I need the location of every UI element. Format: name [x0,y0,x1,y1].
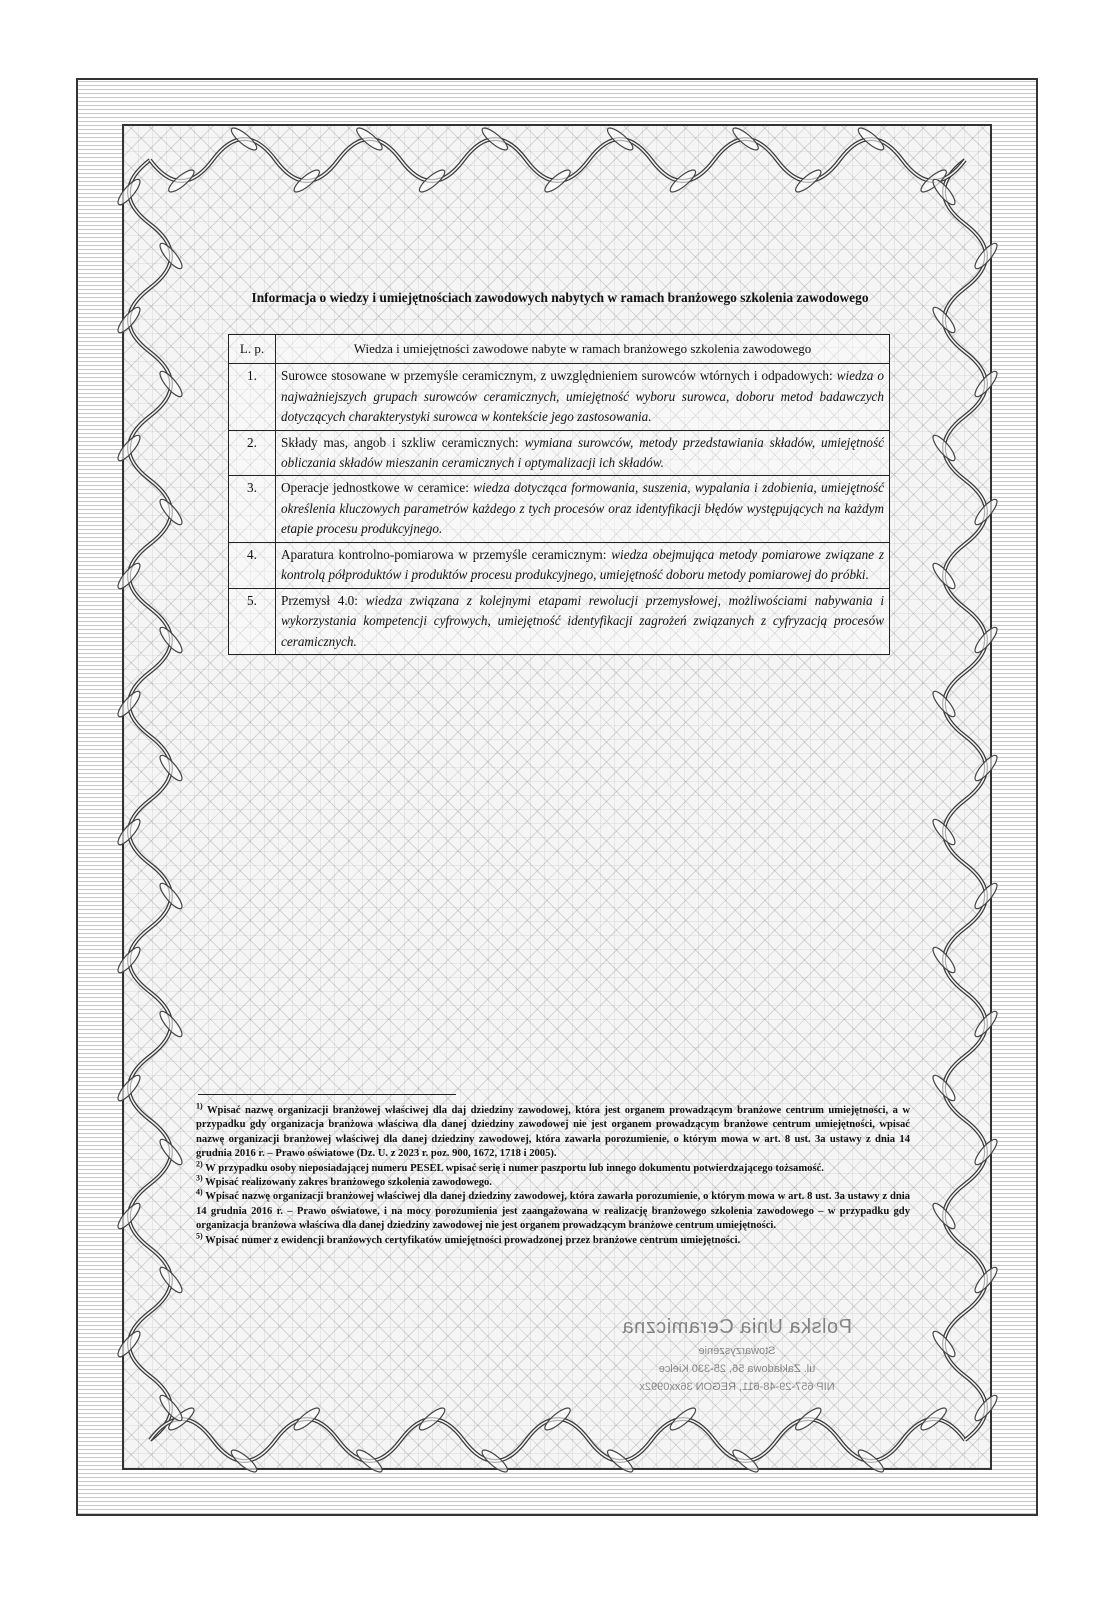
table-row [229,588,890,654]
table-row [229,542,890,588]
skills-table [228,334,890,655]
inner-guilloche-panel [122,124,992,1470]
row-detail: wiedza o najważniejszych grupach surowców ceramicznych, umiejętność wyboru surowca, doboru metod badawczych dotyczących charakterystyki surowca w kontekście jego zastosowania. [281,368,885,425]
row-number: 2. [229,430,276,476]
row-detail: wiedza dotycząca formowania, suszenia, wypalania i zdobienia, umiejętność określenia kluczowych parametrów każdego z tych procesów oraz identyfikacji błędów występujących na każdym etapie procesu produkcyjnego. [281,480,885,537]
row-number: 3. [229,476,276,542]
row-description [276,430,890,476]
row-lead: Przemysł 4.0: [281,592,358,608]
footnote-mark: 1) [196,1101,203,1111]
footnote-separator [198,1094,456,1095]
stamp-line: ul. Zakładowa 56, 25-330 Kielce [658,1363,816,1375]
footnote [196,1173,910,1190]
row-lead: Operacje jednostkowe w ceramice: [281,480,469,496]
row-lead: Surowce stosowane w przemyśle ceramicznym, z uwzględnieniem surowców wtórnych i odpadowych: [281,368,833,384]
row-description [276,476,890,542]
row-detail: wiedza związana z kolejnymi etapami rewolucji przemysłowej, możliwościami nabywania i wykorzystania kompetencji cyfrowych, umiejętność identyfikacji zagrożeń związanych z cyfryzacją procesów ceramicznych. [281,592,884,649]
document-title: Informacja o wiedzy i umiejętnościach zawodowych nabytych w ramach branżowego szkolenia zawodowego [251,290,869,305]
footnotes [196,1101,910,1248]
footnote [196,1159,910,1176]
row-description [276,588,890,654]
stamp-name: Polska Unia Ceramiczna [622,1316,852,1338]
footnote-mark: 3) [196,1173,203,1183]
header-description: Wiedza i umiejętności zawodowe nabyte w ramach branżowego szkolenia zawodowego [276,335,890,364]
footnote-text: Wpisać realizowany zakres branżowego szkolenia zawodowego. [205,1177,492,1189]
footnote [196,1187,910,1233]
row-lead: Aparatura kontrolno-pomiarowa w przemyśle ceramicznym: [281,546,607,562]
row-detail: wymiana surowców, metody przedstawiania składów, umiejętność obliczania składów mieszanin ceramicznych i optymalizacji ich składów. [281,434,885,470]
footnote-mark: 2) [196,1159,203,1169]
footnote-text: Wpisać nazwę organizacji branżowej właściwej dla daj dziedziny zawodowej, która jest organem prowadzącym branżowe centrum umiejętności, a w przypadku gdy organizacja branżowa właściwa dla danej dziedziny zawodowej nie jest organem prowadzącym branżowe centrum umiejętności, wpisać nazwę organizacji branżowej właściwej dla danej dziedziny zawodowej, która zawarła porozumienie, o którym mowa w art. 8 ust. 3a ustawy z dnia 14 grudnia 2016 r. – Prawo oświatowe (Dz. U. z 2023 r. poz. 900, 1672, 1718 i 2005). [196,1105,910,1160]
footnote [196,1101,910,1162]
header-lp: L. p. [229,335,276,364]
footnote-mark: 5) [196,1231,203,1241]
table-row [229,476,890,542]
show-through-stamp [602,1316,872,1436]
footnote-text: Wpisać nazwę organizacji branżowej właściwej dla danej dziedziny zawodowej, która zawarła porozumienie, o którym mowa w art. 8 ust. 3a ustawy z dnia 14 grudnia 2016 r. – Prawo oświatowe, i na mocy porozumienia jest zaangażowana w realizację branżowego szkolenia zawodowego – w przypadku gdy organizacja branżowa właściwa dla danej dziedziny zawodowej nie jest organem prowadzącym branżowe centrum umiejętności. [196,1191,910,1232]
table-row [229,430,890,476]
footnote-text: Wpisać numer z ewidencji branżowych certyfikatów umiejętności prowadzonej przez branżowe centrum umiejętności. [205,1234,741,1246]
table-header-row [229,335,890,364]
footnote [196,1231,910,1248]
footnote-mark: 4) [196,1187,203,1197]
row-number: 1. [229,364,276,430]
row-lead: Składy mas, angob i szkliw ceramicznych: [281,434,519,450]
footnote-text: W przypadku osoby nieposiadającej numeru PESEL wpisać serię i numer paszportu lub innego dokumentu potwierdzającego tożsamość. [205,1162,824,1174]
row-description [276,542,890,588]
stamp-line: NIP 657-29-48-611, REGON 36xx0992x [639,1381,835,1393]
row-description [276,364,890,430]
row-number: 5. [229,588,276,654]
stamp-line: Stowarzyszenie [698,1345,776,1357]
row-detail: wiedza obejmująca metody pomiarowe związane z kontrolą półproduktów i produktów procesu produkcyjnego, umiejętność doboru metody pomiarowej do próbki. [281,546,884,583]
table-row [229,364,890,430]
row-number: 4. [229,542,276,588]
